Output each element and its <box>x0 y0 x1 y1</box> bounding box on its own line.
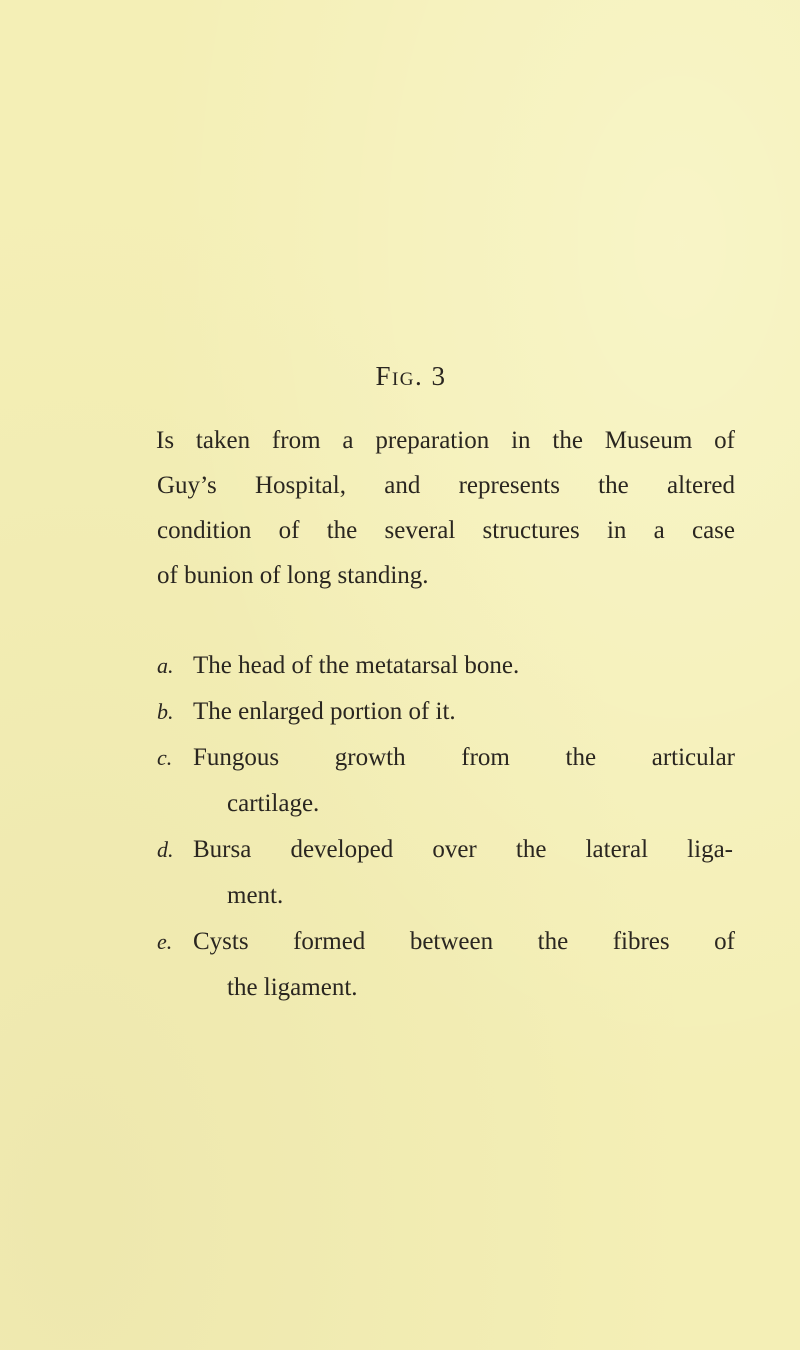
legend-text <box>193 735 735 827</box>
legend-item-c <box>157 735 735 827</box>
legend-item-a <box>157 643 735 689</box>
legend-line: Bursa developed over the lateral liga- <box>193 836 733 863</box>
legend-line: the ligament. <box>227 974 358 1001</box>
description-line: Guy’s Hospital, and represents the altered <box>157 472 735 499</box>
legend-item-d <box>157 827 735 919</box>
description-line: Is taken from a preparation in the Museum of <box>156 427 735 454</box>
legend-line: The head of the metatarsal bone. <box>193 652 520 679</box>
legend-letter: d. <box>157 837 174 862</box>
figure-description <box>157 418 735 598</box>
legend-text <box>193 643 735 689</box>
legend-text <box>193 689 735 735</box>
legend-letter: e. <box>157 929 173 954</box>
figure-title: Fig. 3 <box>375 361 447 391</box>
legend-text <box>193 919 735 1011</box>
legend-line: cartilage. <box>227 790 320 817</box>
legend-item-b <box>157 689 735 735</box>
legend-line: Fungous growth from the articular <box>193 744 735 771</box>
legend-text <box>193 827 735 919</box>
legend-line: Cysts formed between the fibres of <box>193 928 735 955</box>
figure-legend <box>157 643 735 1011</box>
legend-line: ment. <box>227 882 284 909</box>
description-line: condition of the several structures in a case <box>157 517 735 544</box>
legend-letter: a. <box>157 653 174 678</box>
legend-line: The enlarged portion of it. <box>193 698 456 725</box>
legend-item-e <box>157 919 735 1011</box>
legend-letter: c. <box>157 745 173 770</box>
description-line: of bunion of long standing. <box>157 562 429 589</box>
legend-letter: b. <box>157 699 174 724</box>
